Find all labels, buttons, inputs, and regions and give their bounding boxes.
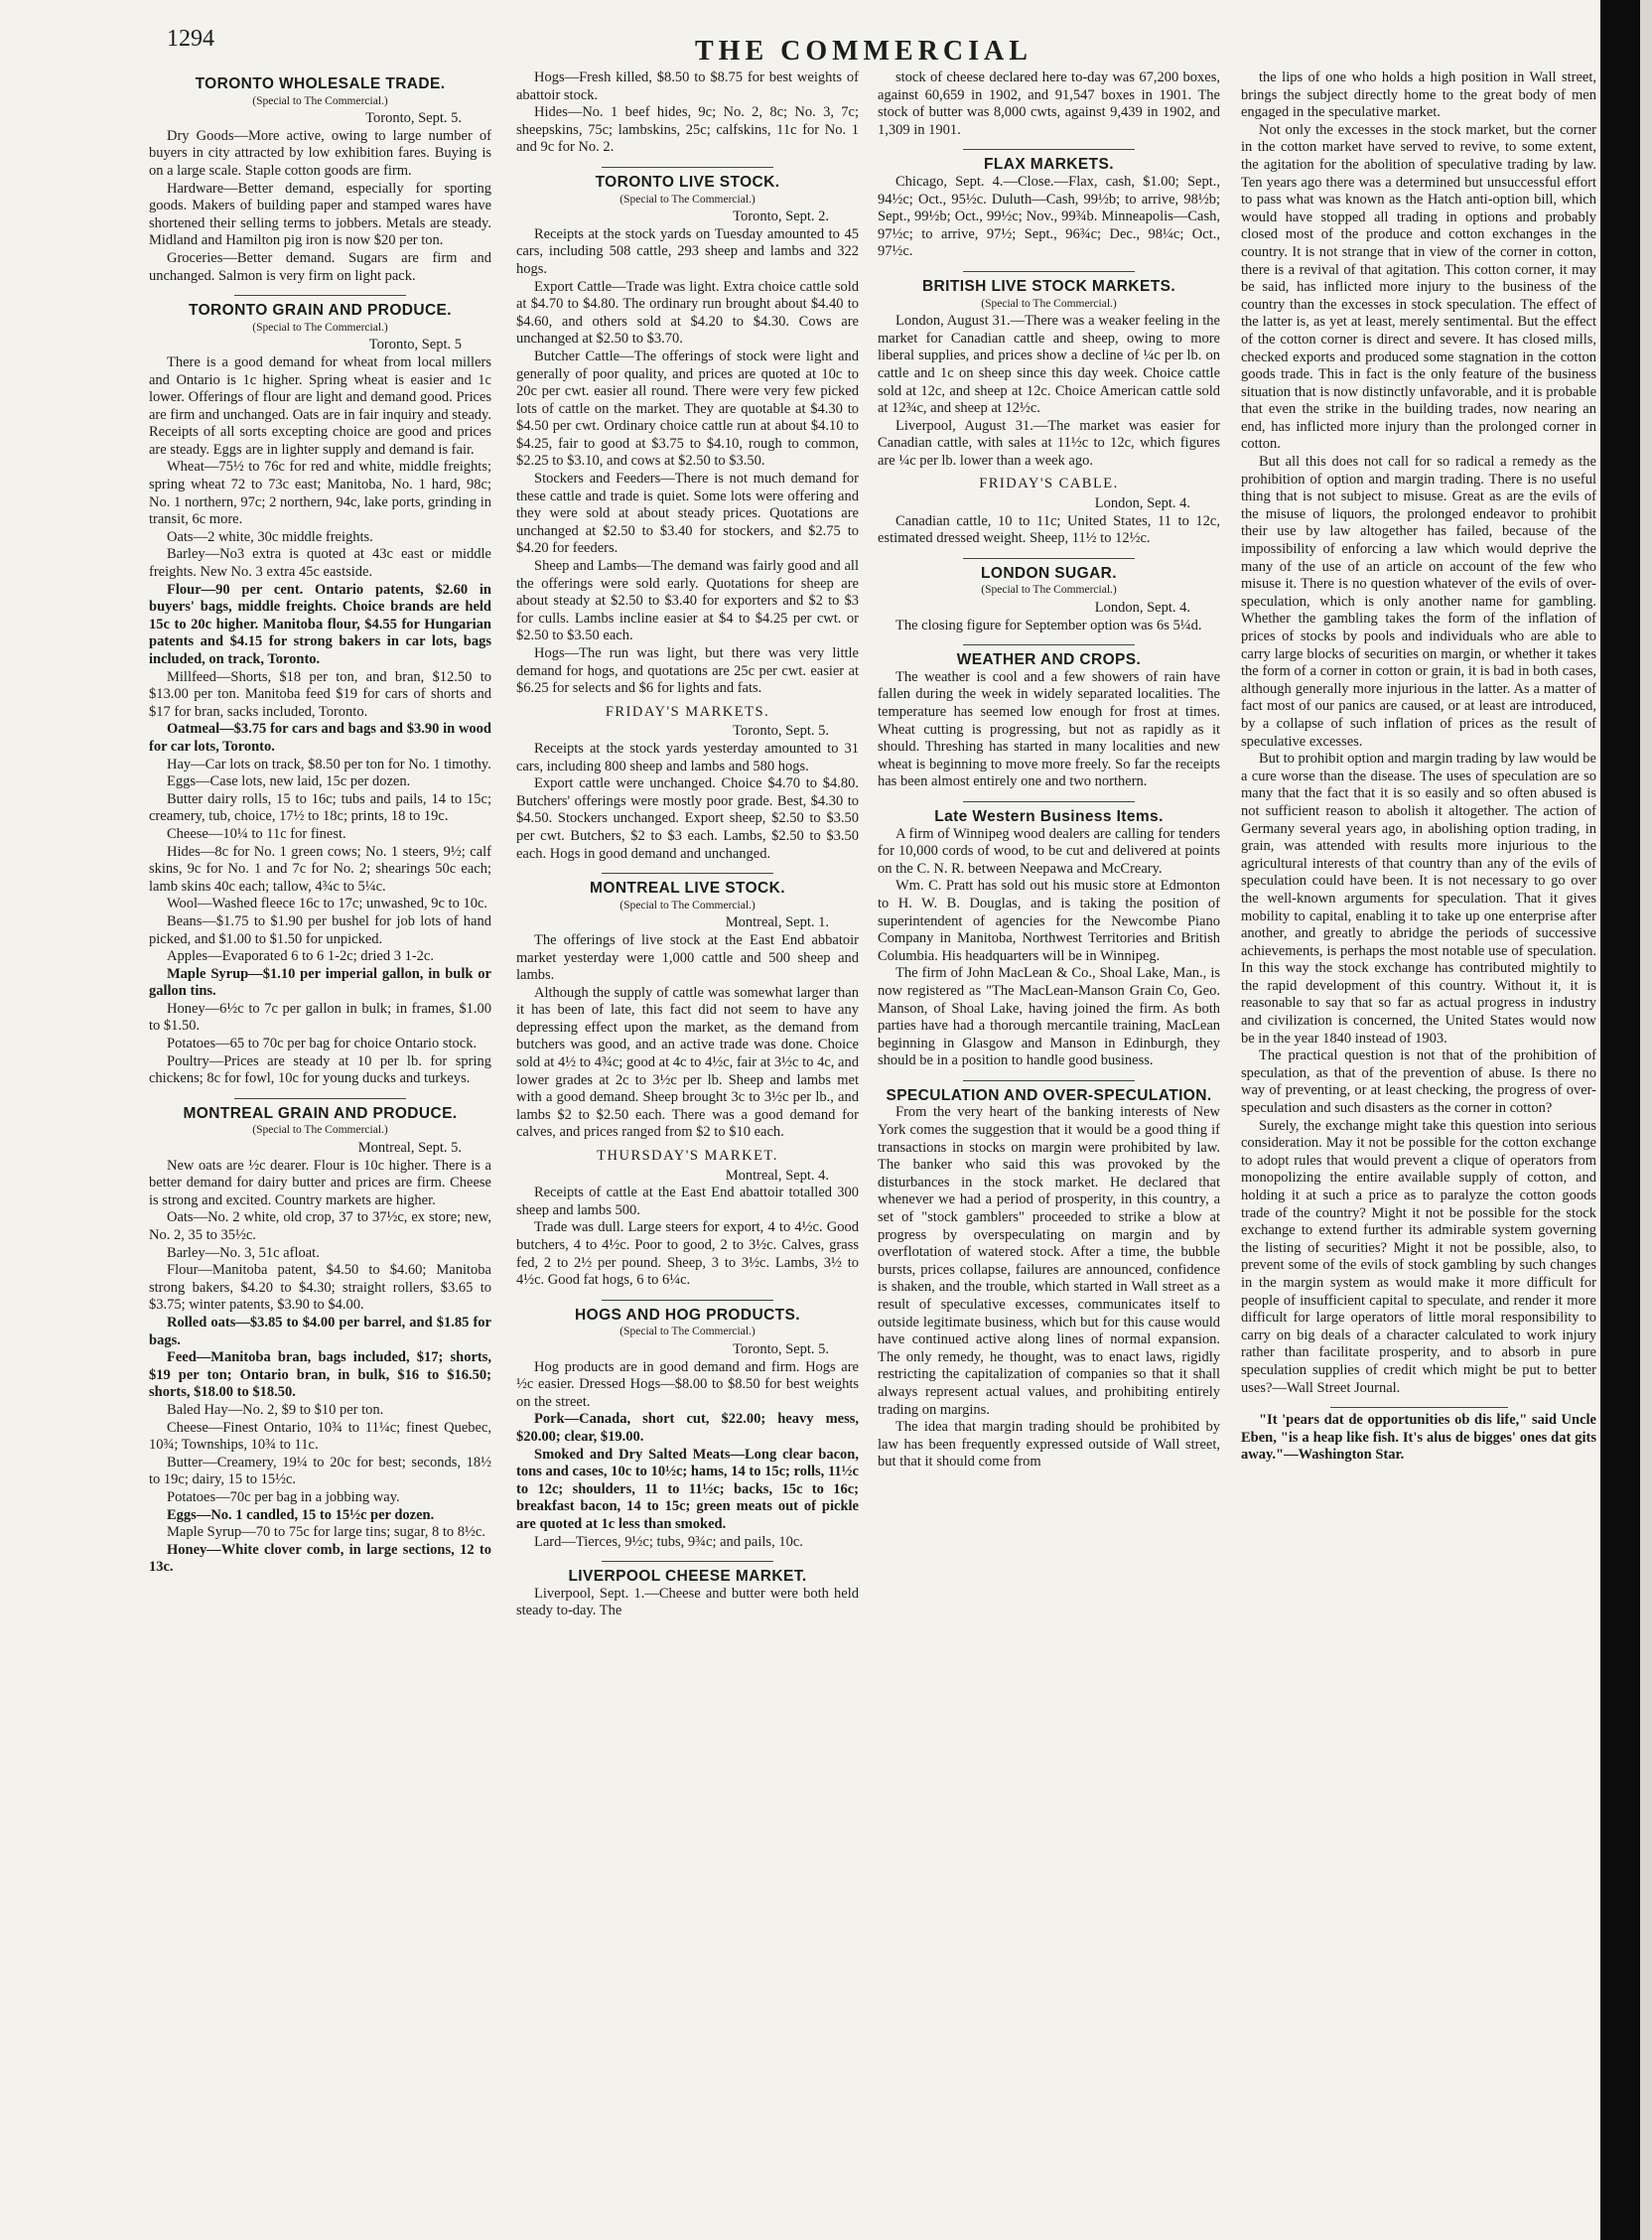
paragraph-bold: Pork—Canada, short cut, $22.00; heavy mess, $20.00; clear, $19.00.	[516, 1411, 859, 1445]
paragraph: stock of cheese declared here to-day was 67,200 boxes, against 60,659 in 1902, and 91,547 boxes in 1901. The stock of butter was 8,000 cwts, against 9,439 in 1902, and 1,309 in 1901.	[878, 70, 1220, 138]
paragraph: Hardware—Better demand, especially for sporting goods. Makers of building paper and stamped wares have shortened their selling terms to jobbers. Metals are steady. Midland and Hamilton pig iron is now $20 per ton.	[149, 180, 491, 249]
paragraph: Apples—Evaporated 6 to 6 1-2c; dried 3 1-2c.	[167, 948, 434, 965]
paragraph: But to prohibit option and margin trading by law would be a cure worse than the disease. The uses of speculation are so many that the fact that it is so easily and so often abused is not sufficient reason to abolish it altogether. The action of Germany several years ago, in abolishing option trading, in grain, was attended with results more injurious to the agricultural interests of that country than any of the evils of speculation could have been. It is not necessary to go over the well-known arguments for speculation. That it gives mobility to capital, enabling it to take up one enterprise after another, and greatly to abridge the periods of successive achievements, is perhaps the most notable use of speculation. In this way the stock exchange has contributed mightily to the rapid development of this country. Without it, it is reasonable to say that so far as actual progress in industry and civilization is concerned, the United States would now be in the year 1840 instead of 1903.	[1241, 751, 1596, 1047]
dateline: London, Sept. 4.	[1094, 600, 1190, 617]
divider	[963, 801, 1135, 802]
article-heading: BRITISH LIVE STOCK MARKETS.	[921, 277, 1176, 295]
paragraph: Export Cattle—Trade was light. Extra choice cattle sold at $4.70 to $4.80. The ordinary run brought about $4.40 to $4.60, and others sold at $4.20 to $4.30. Cows are unchanged at $2.50 to $3.70.	[516, 278, 859, 348]
paragraph: Wm. C. Pratt has sold out his music store at Edmonton to H. W. B. Douglas, and is taking the position of superintendent of agencies for the Newcombe Piano Company in Manitoba, Northwest Territories and British Columbia. His headquarters will be in Winnipeg.	[878, 878, 1220, 964]
article-heading: FLAX MARKETS.	[984, 156, 1114, 174]
paragraph: The weather is cool and a few showers of rain have fallen during the week in widely separated localities. The temperature has seemed low enough for frost at times. Wheat cutting is progressing, but not as rapidly as it should. Threshing has started in many localities and new wheat is beginning to move more freely. So far the receipts has been almost entirely one and two northern.	[878, 668, 1220, 790]
paragraph-bold: Rolled oats—$3.85 to $4.00 per barrel, and $1.85 for bags.	[149, 1314, 491, 1348]
dateline: Toronto, Sept. 5	[368, 337, 462, 353]
paragraph: Lard—Tierces, 9½c; tubs, 9¾c; and pails, 10c.	[534, 1533, 803, 1550]
section-caption: THURSDAY'S MARKET.	[597, 1148, 778, 1165]
divider	[963, 271, 1135, 272]
special-credit: (Special to The Commercial.)	[620, 899, 756, 911]
paragraph: Stockers and Feeders—There is not much demand for these cattle and trade is quiet. Some lots were offering and they were sold at about steady prices. Quotations are unchanged at $2.50 to $3.40 for stockers, and $2.75 to $4.20 for feeders.	[516, 471, 859, 557]
divider	[234, 1098, 406, 1099]
paragraph-bold: Maple Syrup—$1.10 per imperial gallon, in bulk or gallon tins.	[149, 965, 491, 1000]
column-2	[516, 70, 859, 2220]
paragraph: Hog products are in good demand and firm. Hogs are ½c easier. Dressed Hogs—$8.00 to $8.50 for best weights on the street.	[516, 1358, 859, 1410]
dateline: Toronto, Sept. 5.	[365, 110, 462, 127]
dateline: Montreal, Sept. 5.	[357, 1140, 462, 1157]
paragraph: Receipts at the stock yards on Tuesday amounted to 45 cars, including 508 cattle, 293 sheep and lambs and 322 hogs.	[516, 225, 859, 277]
special-credit: (Special to The Commercial.)	[252, 1124, 388, 1137]
paragraph: Although the supply of cattle was somewhat larger than it has been of late, this fact did not seem to have any depressing effect upon the market, as the demand from butchers was good, and an active trade was done. Choice sold at 4½ to 4¾c; good at 4c to 4½c, fair at 3½c to 4c, and lower grades at 2c to 3½c per lb. Sheep and lambs met with a good demand. Sheep brought 3c to 3½c per lb., and lambs $2 to $2.50 each. There was a good demand for calves, and prices ranged from $2 to $10 each.	[516, 984, 859, 1141]
paragraph: The firm of John MacLean & Co., Shoal Lake, Man., is now registered as "The MacLean-Manson Grain Co, Geo. Manson, of Shoal Lake, having joined the firm. As both parties have had a thorough mercantile training, MacLean beginning in Glasgow and Manson in Edinburgh, they should be in a position to handle good business.	[878, 965, 1220, 1069]
masthead-title: THE COMMERCIAL	[695, 36, 1032, 67]
paragraph-bold: Eggs—No. 1 candled, 15 to 15½c per dozen.	[167, 1506, 435, 1523]
article-heading: LIVERPOOL CHEESE MARKET.	[568, 1568, 807, 1586]
special-credit: (Special to The Commercial.)	[252, 321, 388, 334]
article-heading: Late Western Business Items.	[934, 807, 1164, 825]
paragraph: The offerings of live stock at the East End abbatoir market yesterday were 1,000 cattle and 500 sheep and lambs.	[516, 931, 859, 984]
paragraph: Liverpool, August 31.—The market was easier for Canadian cattle, with sales at 11½c to 12c, which figures are ¼c per lb. lower than a week ago.	[878, 417, 1220, 469]
paragraph: Canadian cattle, 10 to 11c; United States, 11 to 12c, estimated dressed weight. Sheep, 11½ to 12½c.	[878, 512, 1220, 547]
dateline: Montreal, Sept. 1.	[725, 914, 829, 931]
paragraph: Sheep and Lambs—The demand was fairly good and all the offerings were sold early. Quotations for sheep are about steady at $2.50 to $3.40 for exporters and $2 to $3 for culls. Lambs incline easier at $4 to $4.25 per cwt. or $2.50 to $3.50 each.	[516, 558, 859, 644]
paragraph: the lips of one who holds a high position in Wall street, brings the subject directly home to the great body of men engaged in the speculative market.	[1241, 70, 1596, 121]
paragraph-bold: Feed—Manitoba bran, bags included, $17; shorts, $19 per ton; Ontario bran, in bulk, $16 to $16.50; shorts, $18.00 to $18.50.	[149, 1349, 491, 1401]
divider	[602, 873, 773, 874]
dateline: Toronto, Sept. 5.	[733, 1340, 829, 1357]
dateline: Montreal, Sept. 4.	[725, 1167, 829, 1184]
article-heading: TORONTO GRAIN AND PRODUCE.	[188, 302, 452, 320]
paragraph: Barley—No3 extra is quoted at 43c east or middle freights. New No. 3 extra 45c eastside.	[149, 546, 491, 581]
special-credit: (Special to The Commercial.)	[252, 94, 388, 107]
paragraph: A firm of Winnipeg wood dealers are calling for tenders for 10,000 cords of wood, to be cut and delivered at points on the C. N. R. between Neepawa and McCreary.	[878, 825, 1220, 877]
paragraph-bold: "It 'pears dat de opportunities ob dis life," said Uncle Eben, "is a heap like fish. It's alus de bigges' ones dat gits away."—Washington Star.	[1241, 1412, 1596, 1464]
paragraph: Barley—No. 3, 51c afloat.	[167, 1244, 320, 1261]
paragraph: Wheat—75½ to 76c for red and white, middle freights; spring wheat 72 to 73c east; Manitoba, No. 1 hard, 98c; No. 1 northern, 97c; 2 northern, 94c, lake ports, grinding in transit, 6c more.	[149, 459, 491, 528]
paragraph: Cheese—Finest Ontario, 10¾ to 11¼c; finest Quebec, 10¾; Townships, 10¾ to 11c.	[149, 1419, 491, 1454]
paragraph: Honey—6½c to 7c per gallon in bulk; in frames, $1.00 to $1.50.	[149, 1000, 491, 1035]
divider	[1330, 1407, 1508, 1408]
paragraph: Beans—$1.75 to $1.90 per bushel for job lots of hand picked, and $1.00 to $1.50 for unpicked.	[149, 912, 491, 947]
paragraph-bold: Honey—White clover comb, in large sections, 12 to 13c.	[149, 1541, 491, 1576]
special-credit: (Special to The Commercial.)	[620, 1326, 756, 1338]
paragraph: Baled Hay—No. 2, $9 to $10 per ton.	[167, 1401, 384, 1418]
paragraph: Butter dairy rolls, 15 to 16c; tubs and pails, 14 to 15c; creamery, tub, choice, 17½ to 18c; prints, 18 to 19c.	[149, 790, 491, 825]
paragraph: From the very heart of the banking interests of New York comes the suggestion that it would be a good thing if transactions in stocks on margin were prohibited by law. The banker who said this was provoked by the disturbances in the stock market. He declared that whenever we had a period of prosperity, in this country, a set of "stock gamblers" proceeded to strike a blow at progress by overspeculating on margin and by overflotation of watered stock. After a time, the bubble bursts, prices collapse, failures are announced, confidence is shaken, and the trouble, which started in Wall street as a result of speculative excesses, communicates itself to outside legitimate business, which but for this cause would have continued active along lines of normal expansion. The only remedy, he thought, was to enact laws, rigidly restricting the capitalization of companies so that it shall always represent actual values, and prohibiting entirely trading on margins.	[878, 1104, 1220, 1418]
column-3	[878, 70, 1220, 2220]
paragraph: Receipts of cattle at the East End abattoir totalled 300 sheep and lambs 500.	[516, 1185, 859, 1218]
article-heading: LONDON SUGAR.	[981, 564, 1117, 582]
paragraph: Export cattle were unchanged. Choice $4.70 to $4.80. Butchers' offerings were mostly poor grade. Best, $4.30 to $4.50. Stockers unchanged. Export sheep, $2.50 to $3.50 per cwt. Butchers, $2 to $3 each. Lambs, $2.50 to $3.50 each. Hogs in good demand and unchanged.	[516, 775, 859, 862]
paragraph: Millfeed—Shorts, $18 per ton, and bran, $12.50 to $13.00 per ton. Manitoba feed $19 for cars of shorts and $17 for bran, sacks included, Toronto.	[149, 668, 491, 720]
paragraph: Groceries—Better demand. Sugars are firm and unchanged. Salmon is very firm on light pack.	[149, 249, 491, 284]
paragraph: Eggs—Case lots, new laid, 15c per dozen.	[167, 773, 411, 790]
divider	[602, 167, 773, 168]
column-1	[149, 70, 491, 2220]
paragraph: Potatoes—65 to 70c per bag for choice Ontario stock.	[167, 1036, 478, 1052]
dateline: London, Sept. 4.	[1094, 495, 1190, 512]
paragraph: Butter—Creamery, 19¼ to 20c for best; seconds, 18½ to 19c; dairy, 15 to 15½c.	[149, 1454, 491, 1488]
divider	[602, 1561, 773, 1562]
article-heading: TORONTO LIVE STOCK.	[595, 173, 780, 191]
paragraph: The closing figure for September option was 6s 5¼d.	[895, 617, 1202, 633]
paragraph: Hogs—The run was light, but there was very little demand for hogs, and quotations are 25c per cwt. easier at $6.25 for selects and $6 for lights and fats.	[516, 645, 859, 697]
paragraph: Liverpool, Sept. 1.—Cheese and butter were both held steady to-day. The	[516, 1585, 859, 1619]
section-caption: FRIDAY'S MARKETS.	[605, 703, 770, 720]
paragraph: Hides—8c for No. 1 green cows; No. 1 steers, 9½; calf skins, 9c for No. 1 and 7c for No. 2; shearings 50c each; lamb skins 40c each; tallow, 4¾c to 5¼c.	[149, 843, 491, 895]
paragraph: Not only the excesses in the stock market, but the corner in the cotton market have served to revive, to some extent, the agitation for the abolition of speculative trading by law. Ten years ago there was a determined but unsuccessful effort to pass what was known as the Hatch anti-option bill, which would have stopped all trading in options and probably closed most of the produce and cotton exchanges in the country. It is not strange that in view of the corner in cotton, there is a revival of that agitation. This cotton corner, it may be said, has inflicted more injury to the business of the country than the excesses in stock speculation. The effect of the latter is, as yet at least, merely sentimental. But the effect of the cotton corner is direct and severe. It has closed mills, checked exports and produced some stagnation in the cotton goods trade. This in fact is the only feature of the business situation that is now distinctly unfavorable, and it is probable that even the strike in the building trades, now nearing an end, has inflicted more injury than the prolonged corner in cotton.	[1241, 121, 1596, 453]
paragraph: New oats are ½c dearer. Flour is 10c higher. There is a better demand for dairy butter and prices are firm. Cheese is strong and excited. Country markets are higher.	[149, 1157, 491, 1208]
page-number: 1294	[167, 26, 214, 52]
article-heading: WEATHER AND CROPS.	[956, 651, 1142, 669]
paragraph: Hay—Car lots on track, $8.50 per ton for No. 1 timothy.	[167, 756, 491, 772]
divider	[963, 644, 1135, 645]
paragraph: The idea that margin trading should be prohibited by law has been frequently expressed outside of Wall street, but that it should come from	[878, 1419, 1220, 1470]
special-credit: (Special to The Commercial.)	[981, 297, 1117, 310]
divider	[602, 1300, 773, 1301]
paragraph: Potatoes—70c per bag in a jobbing way.	[167, 1488, 400, 1505]
paragraph: Wool—Washed fleece 16c to 17c; unwashed, 9c to 10c.	[167, 896, 488, 912]
paragraph: Flour—Manitoba patent, $4.50 to $4.60; Manitoba strong bakers, $4.20 to $4.30; straight rollers, $3.65 to $3.75; winter patents, $3.90 to $4.00.	[149, 1262, 491, 1314]
paragraph: Receipts at the stock yards yesterday amounted to 31 cars, including 800 sheep and lambs and 580 hogs.	[516, 740, 859, 774]
paragraph: Dry Goods—More active, owing to large number of buyers in city attracted by low exhibition fares. Buying is on a large scale. Staple cotton goods are firm.	[149, 127, 491, 179]
paragraph: Oats—2 white, 30c middle freights.	[167, 528, 373, 545]
divider	[963, 558, 1135, 559]
dateline: Toronto, Sept. 5.	[733, 723, 829, 740]
paragraph: Chicago, Sept. 4.—Close.—Flax, cash, $1.00; Sept., 94½c; Oct., 95½c. Duluth—Cash, 99½b; to arrive, 98½b; Sept., 99½b; Oct., 99½c; Nov., 99¾b. Minneapolis—Cash, 97½c; to arrive, 97½; Sept., 96¾c; Dec., 98¼c; Oct., 97½c.	[878, 173, 1220, 260]
paragraph: Hogs—Fresh killed, $8.50 to $8.75 for best weights of abattoir stock.	[516, 70, 859, 103]
paragraph: Surely, the exchange might take this question into serious consideration. May it not be possible for the cotton exchange to adopt rules that would prevent a clique of operators from monopolizing the entire available supply of cotton, and holding it at such a price as to paralyze the cotton goods trade of the country? Might it not be possible for the stock exchange to extend further its admirable system governing the listing of securities? Might it not be possible, also, to prevent some of the evils of stock gambling by such changes in the margin system as would make it more difficult for people of insufficient capital to speculate, and render it more difficult for large operators of little moral responsibility to carry on big deals of a character calculated to work injury rather than facilitate prosperity, and to absorb in pure speculation supplies of credit which might be put to better uses?—Wall Street Journal.	[1241, 1117, 1596, 1396]
paragraph-bold: Oatmeal—$3.75 for cars and bags and $3.90 in wood for car lots, Toronto.	[149, 721, 491, 755]
divider	[963, 149, 1135, 150]
paragraph: Cheese—10¼ to 11c for finest.	[167, 825, 346, 842]
paragraph: Trade was dull. Large steers for export, 4 to 4½c. Good butchers, 4 to 4½c. Poor to good, 2 to 3½c. Calves, grass fed, 2 to 2½ per pound. Sheep, 3 to 3½c. Lambs, 3½ to 4½c. Good fat hogs, 6 to 6¼c.	[516, 1219, 859, 1289]
dateline: Toronto, Sept. 2.	[733, 209, 829, 225]
paragraph: Hides—No. 1 beef hides, 9c; No. 2, 8c; No. 3, 7c; sheepskins, 75c; lambskins, 25c; calfskins, 11c for No. 1 and 9c for No. 2.	[516, 104, 859, 156]
article-heading: MONTREAL GRAIN AND PRODUCE.	[183, 1104, 458, 1122]
article-heading: HOGS AND HOG PRODUCTS.	[575, 1306, 800, 1324]
paragraph: But all this does not call for so radical a remedy as the prohibition of option and margin trading. There is no useful thing that is not subject to misuse. Great as are the evils of the misuse of liquors, the prolonged endeavor to prohibit their use by law altogether has failed, because of the impossibility of enforcing a law which would deprive the many of the use of an article on account of the few who misuse it. There is no question whatever of the evils of over-speculation, which is only another name for gambling. Whether the gambling takes the form of the inflation of prices of stocks by pools and individuals who are able to carry large blocks of securities on margin, or whether it takes the form of a corner in cotton or grain, it is bad in both cases, although generally more injurious in the latter. As a matter of fact most of our panics are caused, or at least are introduced, by a collapse of such inflation of prices as the result of speculative excesses.	[1241, 454, 1596, 750]
paragraph: London, August 31.—There was a weaker feeling in the market for Canadian cattle and sheep, owing to more liberal supplies, and prices show a decline of ¼c per lb. on cattle and 1c on sheep since this day week. Choice cattle sold at 12c, and sheep at 12c. Choice American cattle sold at 12¾c, and sheep at 12½c.	[878, 313, 1220, 417]
divider	[963, 1080, 1135, 1081]
column-4	[1241, 70, 1596, 2220]
divider	[234, 295, 406, 296]
paragraph: Poultry—Prices are steady at 10 per lb. for spring chickens; 8c for fowl, 10c for young ducks and turkeys.	[149, 1052, 491, 1087]
special-credit: (Special to The Commercial.)	[620, 193, 756, 206]
section-caption: FRIDAY'S CABLE.	[979, 476, 1119, 492]
paragraph: There is a good demand for wheat from local millers and Ontario is 1c higher. Spring wheat is easier and 1c lower. Offerings of flour are light and demand good. Prices are firm and unchanged. Oats are in fair inquiry and steady. Receipts of all sorts excepting choice are good and prices are steady. Eggs are in lighter supply and demand is fair.	[149, 353, 491, 458]
article-heading: MONTREAL LIVE STOCK.	[590, 880, 785, 898]
article-heading: SPECULATION AND OVER-SPECULATION.	[886, 1086, 1212, 1104]
paragraph: Oats—No. 2 white, old crop, 37 to 37½c, ex store; new, No. 2, 35 to 35½c.	[149, 1209, 491, 1243]
paragraph-bold: Flour—90 per cent. Ontario patents, $2.60 in buyers' bags, middle freights. Choice brands are held 15c to 20c higher. Manitoba flour, $4.55 for Hungarian patents and $4.15 for strong bakers in car lots, bags included, on track, Toronto.	[149, 581, 491, 667]
paragraph: The practical question is not that of the prohibition of speculation, as that of the prevention of abuse. Is there no way of preventing, or at least checking, the progress of over-speculation and such disasters as the corner in cotton?	[1241, 1048, 1596, 1117]
special-credit: (Special to The Commercial.)	[981, 584, 1117, 597]
paragraph: Maple Syrup—70 to 75c for large tins; sugar, 8 to 8½c.	[167, 1524, 485, 1541]
article-heading: TORONTO WHOLESALE TRADE.	[195, 75, 446, 92]
paragraph: Butcher Cattle—The offerings of stock were light and generally of poor quality, and prices are quoted at 10c to 20c per cwt. easier all round. There were very few picked lots of cattle on the market. They are quotable at $4.30 to $4.50 per cwt. Ordinary choice cattle run at about $4.10 to $4.25, fair to good at $3.75 to $4.10, rough to common, $2.25 to $3.10, and cows at $2.50 to $3.50.	[516, 348, 859, 470]
adjacent-page-edge	[1640, 0, 1652, 2240]
paragraph-bold: Smoked and Dry Salted Meats—Long clear bacon, tons and cases, 10c to 10½c; hams, 14 to 15c; rolls, 11½c to 12c; shoulders, 11 to 11½c; backs, 15c to 16c; breakfast bacon, 14 to 15c; green meats out of pickle are quoted at 1c less than smoked.	[516, 1446, 859, 1532]
